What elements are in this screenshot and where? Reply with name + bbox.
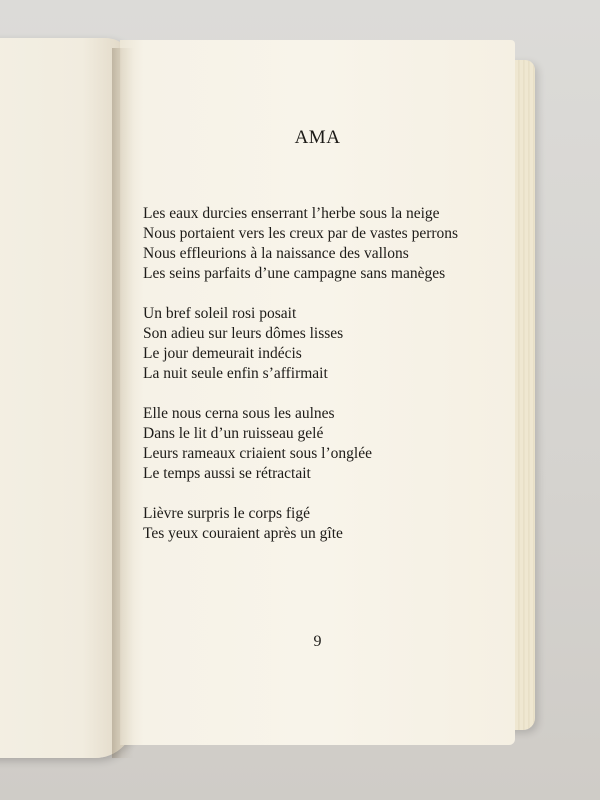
verse-line: Le temps aussi se rétractait [143,465,311,482]
verse-line: Un bref soleil rosi posait [143,305,297,322]
verse-line: La nuit seule enfin s’affirmait [143,365,328,382]
stanza [143,204,493,284]
stanza [143,504,493,544]
stanza [143,404,493,484]
verse-line: Le jour demeurait indécis [143,345,302,362]
poem-body [143,204,493,564]
poem-title: AMA [294,127,341,148]
verse-line: Les eaux durcies enserrant l’herbe sous la neige [143,205,440,222]
verse-line: Dans le lit d’un ruisseau gelé [143,425,324,442]
verse-line: Son adieu sur leurs dômes lisses [143,325,344,342]
verse-line: Leurs rameaux criaient sous l’onglée [143,445,372,462]
book-gutter [112,48,134,758]
verse-line: Tes yeux couraient après un gîte [143,525,343,542]
verse-line: Lièvre surpris le corps figé [143,505,310,522]
page-number: 9 [313,633,322,650]
verse-line: Elle nous cerna sous les aulnes [143,405,335,422]
verse-line: Nous portaient vers les creux par de vastes perrons [143,225,459,242]
verse-line: Les seins parfaits d’une campagne sans manèges [143,265,446,282]
verse-line: Nous effleurions à la naissance des vallons [143,245,409,262]
stanza [143,304,493,384]
